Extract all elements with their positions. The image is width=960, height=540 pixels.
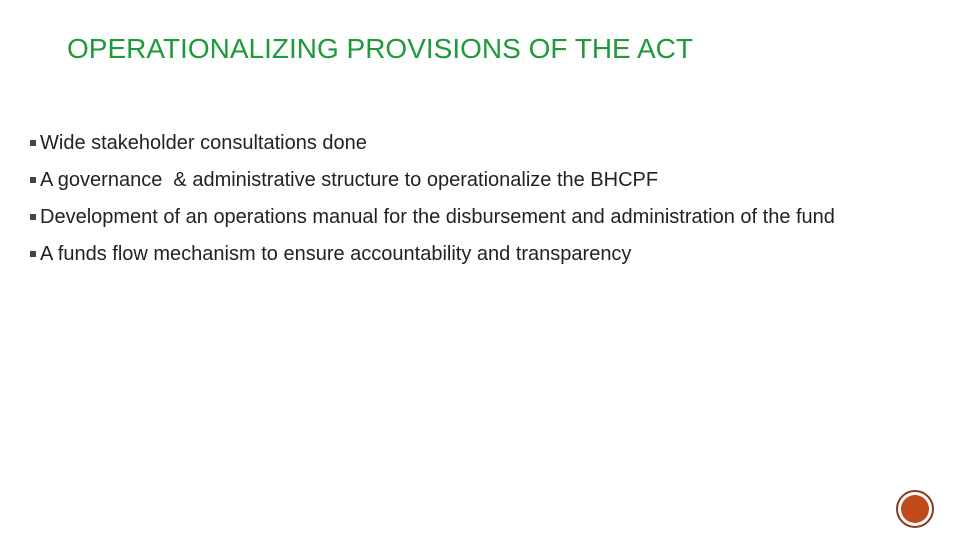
square-bullet-icon — [30, 140, 36, 146]
slide-badge-fill — [901, 495, 929, 523]
bullet-text: A governance & administrative structure to operationalize the BHCPF — [40, 169, 659, 191]
slide-badge-icon — [896, 490, 934, 528]
bullet-text: Development of an operations manual for the disbursement and administration of the fund — [40, 206, 835, 228]
slide-title: OPERATIONALIZING PROVISIONS OF THE ACT — [67, 33, 693, 64]
bullet-item — [28, 204, 918, 230]
square-bullet-icon — [30, 214, 36, 220]
square-bullet-icon — [30, 251, 36, 257]
square-bullet-icon — [30, 177, 36, 183]
bullet-item — [28, 167, 918, 193]
bullet-list — [28, 130, 918, 278]
bullet-text: A funds flow mechanism to ensure accountability and transparency — [40, 243, 632, 265]
bullet-text: Wide stakeholder consultations done — [40, 132, 367, 154]
bullet-item — [28, 130, 918, 156]
bullet-item — [28, 241, 918, 267]
